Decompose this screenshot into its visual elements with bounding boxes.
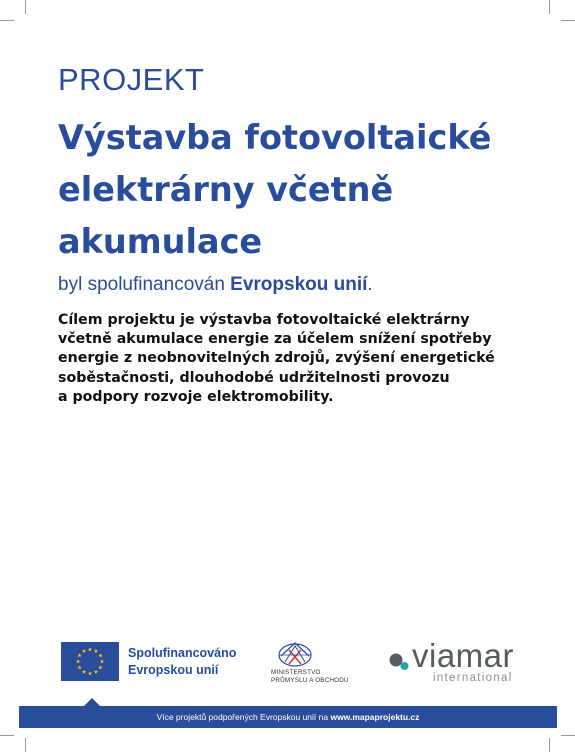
eu-logo-line: Spolufinancováno <box>128 646 237 660</box>
footer-text: Více projektů podpořených Evropskou unií na <box>156 712 331 722</box>
description-line: energie z neobnovitelných zdrojů, zvýšení energetické <box>58 350 495 367</box>
eu-flag-icon <box>61 642 119 681</box>
eu-logo-line: Evropskou unií <box>128 663 219 677</box>
eu-star <box>98 665 102 669</box>
crop-mark <box>561 20 575 21</box>
mpo-logo-text <box>271 669 349 685</box>
footer-link[interactable]: www.mapaprojektu.cz <box>330 712 420 722</box>
mpo-logo-line: MINISTERSTVO <box>271 669 321 676</box>
eu-star <box>94 649 98 653</box>
crop-mark <box>549 0 550 14</box>
footer-notch <box>84 698 100 706</box>
crop-mark <box>0 735 14 736</box>
eu-star <box>94 670 98 674</box>
eu-star <box>78 653 82 657</box>
project-description <box>58 311 538 407</box>
project-label: PROJEKT <box>58 62 205 97</box>
crop-mark <box>0 20 14 21</box>
eu-star <box>76 659 80 663</box>
cofinancing-suffix: . <box>367 274 373 295</box>
eu-star <box>100 659 104 663</box>
description-line: včetně akumulace energie za účelem snížení spotřeby <box>58 331 492 348</box>
cofinancing-statement <box>58 274 373 296</box>
description-line: soběstačnosti, dlouhodobé udržitelnosti provozu <box>58 369 450 386</box>
project-title <box>58 112 538 268</box>
crop-mark <box>25 0 26 14</box>
viamar-logo-word: viamar <box>412 637 515 674</box>
cofinancing-prefix: byl spolufinancován <box>58 274 231 295</box>
eu-star <box>78 665 82 669</box>
eu-logo-text <box>128 645 236 679</box>
eu-star <box>88 647 92 651</box>
crop-mark <box>561 735 575 736</box>
description-line: a podpory rozvoje elektromobility. <box>58 388 334 405</box>
cofinancing-eu: Evropskou unií <box>230 274 368 295</box>
viamar-logo-icon <box>388 650 410 672</box>
project-title-line: akumulace <box>58 222 263 261</box>
footer-bar <box>19 706 557 728</box>
eu-star <box>98 653 102 657</box>
project-title-line: elektrárny včetně <box>58 170 394 209</box>
description-line: Cílem projektu je výstavba fotovoltaické elektrárny <box>58 312 470 328</box>
mpo-emblem-icon <box>275 640 315 668</box>
project-title-line: Výstavba fotovoltaické <box>58 118 492 157</box>
logo-strip <box>0 632 575 692</box>
eu-star <box>82 670 86 674</box>
eu-star <box>88 671 92 675</box>
mpo-logo-line: PRŮMYSLU A OBCHODU <box>271 677 349 684</box>
viamar-logo-subtitle: international <box>433 672 513 684</box>
eu-star <box>82 649 86 653</box>
